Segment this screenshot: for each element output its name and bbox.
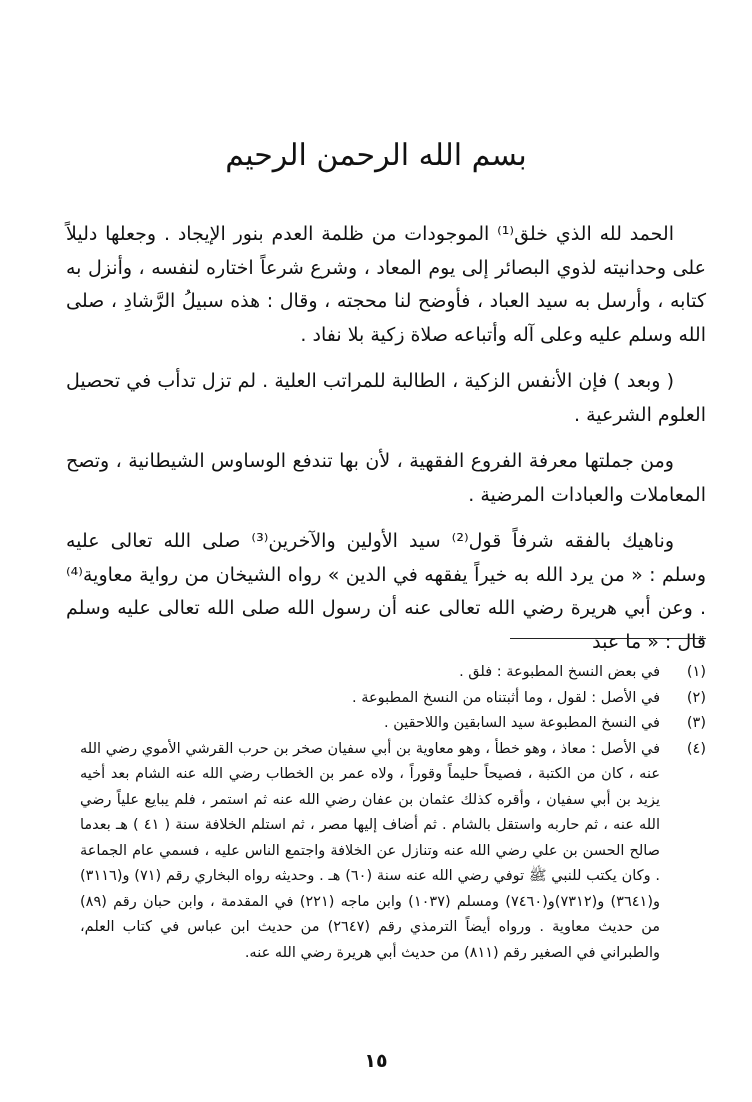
footnote-text: في بعض النسخ المطبوعة : فلق . xyxy=(459,664,660,680)
footnote-item xyxy=(80,686,706,712)
footnote-text: في الأصل : معاذ ، وهو خطأ ، وهو معاوية بن أبي سفيان صخر بن حرب القرشي الأموي رضي الله عنه ، كان من الكتبة ، فصيحاً حليماً وقوراً ، ولاه عمر بن الخطاب رضي الله عنه الشام بعد أخيه يزيد بن أبي سفيان ، وأقره كذلك عثمان بن عفان رضي الله عنه ثم استمر ، فلم يبايع علياً رضي الله عنه ، ثم حاربه واستقل بالشام . ثم أضاف إليها مصر ، ثم استلم الخلافة سنة ( ٤١ ) هـ بعدما صالح الحسن بن علي رضي الله عنه وتنازل عن الخلافة واجتمع الناس عليه ، فسمي عام الجماعة . وكان يكتب للنبي ﷺ توفي رضي الله عنه سنة (٦٠) هـ . وحديثه رواه البخاري رقم (٧١) و(٣١١٦) و(٣٦٤١) و(٧٣١٢)و(٧٤٦٠) ومسلم (١٠٣٧) وابن ماجه (٢٢١) في المقدمة ، وابن حبان رقم (٨٩) من حديث معاوية . ورواه أيضاً الترمذي رقم (٢٦٤٧) من حديث ابن عباس في كتاب العلم، والطبراني في الصغير رقم (٨١١) من حديث أبي هريرة رضي الله عنه. xyxy=(80,740,660,961)
footnotes xyxy=(80,660,706,966)
paragraph-jurisprudence: ومن جملتها معرفة الفروع الفقهية ، لأن بها تندفع الوساوس الشيطانية ، وتصح المعاملات والعبادات المرضية . xyxy=(66,450,706,506)
footnote-number: (٣) xyxy=(686,715,706,731)
paragraph-introduction: ( وبعد ) فإن الأنفس الزكية ، الطالبة للمراتب العلية . لم تزل تدأب في تحصيل العلوم الشرعية . xyxy=(66,370,706,426)
footnote-number: (٤) xyxy=(686,740,706,757)
footnote-separator xyxy=(510,638,706,639)
footnote-text: في النسخ المطبوعة سيد السابقين واللاحقين . xyxy=(384,715,660,731)
footnote-item xyxy=(80,660,706,686)
footnote-number: (٢) xyxy=(686,689,706,706)
basmala-heading: بسم الله الرحمن الرحيم xyxy=(225,138,527,173)
paragraph-praise: الحمد لله الذي خلق⁽¹⁾ الموجودات من ظلمة العدم بنور الإيجاد . وجعلها دليلاً على وحدانيته لذوي البصائر إلى يوم المعاد ، وشرع شرعاً اختاره لنفسه ، وأنزل به كتابه ، وأرسل به سيد العباد ، فأوضح لنا محجته ، وقال : هذه سبيلُ الرَّشادِ ، صلى الله وسلم عليه وعلى آله وأتباعه صلاة زكية بلا نفاد . xyxy=(66,223,706,346)
main-text xyxy=(66,218,706,672)
footnote-item xyxy=(80,711,706,737)
paragraph-hadith: وناهيك بالفقه شرفاً قول⁽²⁾ سيد الأولين والآخرين⁽³⁾ صلى الله تعالى عليه وسلم : « من يرد الله به خيراً يفقهه في الدين » رواه الشيخان من رواية معاوية⁽⁴⁾ . وعن أبي هريرة رضي الله تعالى عنه أن رسول الله صلى الله تعالى عليه وسلم قال : « ما عبد xyxy=(66,530,706,653)
footnote-item xyxy=(80,737,706,967)
footnote-text: في الأصل : لقول ، وما أثبتناه من النسخ المطبوعة . xyxy=(352,689,660,706)
footnote-number: (١) xyxy=(686,664,706,680)
page-number: ١٥ xyxy=(364,1050,388,1072)
